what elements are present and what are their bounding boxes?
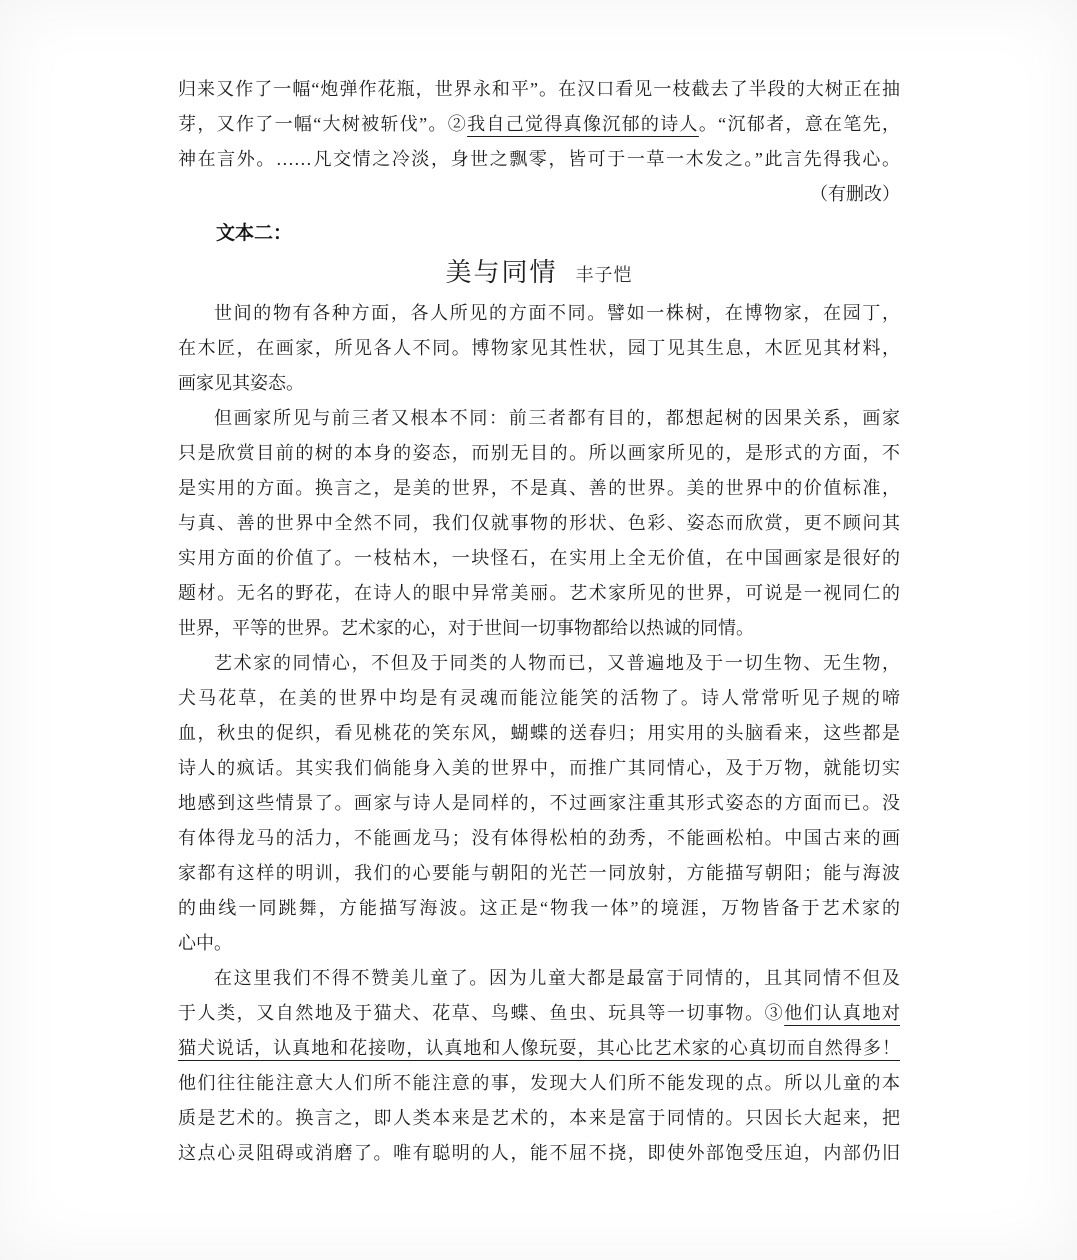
underlined-text: 他们认真地对 xyxy=(784,1003,901,1023)
text-segment: 犬马花草，在美的世界中均是有灵魂而能泣能笑的活物了。诗人常常听见子规的啼 xyxy=(178,688,900,708)
text-line xyxy=(178,856,900,891)
text-segment: 家都有这样的明训，我们的心要能与朝阳的光芒一同放射，方能描写朝阳；能与海波 xyxy=(178,863,900,883)
text-line xyxy=(178,296,900,331)
section-label-text: 文本二： xyxy=(216,223,293,244)
paragraph xyxy=(178,401,900,646)
document-content xyxy=(178,72,900,1171)
text-segment: 归来又作了一幅“炮弹作花瓶，世界永和平”。在汉口看见一枝截去了半段的大树正在抽 xyxy=(178,79,900,99)
text-segment: ③ xyxy=(764,1003,785,1023)
text-segment: 世间的物有各种方面，各人所见的方面不同。譬如一株树，在博物家，在园丁， xyxy=(214,303,900,323)
text-line xyxy=(178,1066,900,1101)
section-label xyxy=(178,216,900,252)
text-line xyxy=(178,366,900,401)
text-segment: 艺术家的同情心，不但及于同类的人物而已，又普遍地及于一切生物、无生物， xyxy=(214,653,900,673)
text-segment: 地感到这些情景了。画家与诗人是同样的，不过画家注重其形式姿态的方面而已。没 xyxy=(178,793,900,813)
text-segment: 但画家所见与前三者又根本不同：前三者都有目的，都想起树的因果关系，画家 xyxy=(214,408,900,428)
text-line xyxy=(178,576,900,611)
text-line xyxy=(178,716,900,751)
text-segment: 在这里我们不得不赞美儿童了。因为儿童大都是最富于同情的，且其同情不但及 xyxy=(214,968,900,988)
text-segment: 芽，又作了一幅“大树被斩伐”。 xyxy=(178,114,448,134)
text-segment: 他们往往能注意大人们所不能注意的事，发现大人们所不能发现的点。所以儿童的本 xyxy=(178,1073,900,1093)
text-segment: 在木匠，在画家，所见各人不同。博物家见其性状，园丁见其生息，木匠见其材料， xyxy=(178,338,900,358)
text-line xyxy=(178,331,900,366)
text-segment: 于人类，又自然地及于猫犬、花草、鸟蝶、鱼虫、玩具等一切事物。 xyxy=(178,1003,765,1023)
text-segment: 质是艺术的。换言之，即人类本来是艺术的，本来是富于同情的。只因长大起来，把 xyxy=(178,1108,900,1128)
text-segment: 这点心灵阻碍或消磨了。唯有聪明的人，能不屈不挠，即使外部饱受压迫，内部仍旧 xyxy=(178,1143,900,1163)
article-author: 丰子恺 xyxy=(575,265,633,285)
attribution-text: （有删改） xyxy=(810,184,900,204)
text-line xyxy=(178,996,900,1031)
paragraph xyxy=(178,961,900,1171)
text-line xyxy=(178,436,900,471)
text-segment: 实用方面的价值了。一枝枯木，一块怪石，在实用上全无价值，在中国画家是很好的 xyxy=(178,548,900,568)
text-line xyxy=(178,506,900,541)
text-line xyxy=(178,611,900,646)
text-segment: 只是欣赏目前的树的本身的姿态，而别无目的。所以画家所见的，是形式的方面，不 xyxy=(178,443,900,463)
text-line xyxy=(178,142,900,177)
text-line xyxy=(178,926,900,961)
text-segment: ② xyxy=(447,114,468,134)
text-line xyxy=(178,821,900,856)
text-line xyxy=(178,107,900,142)
text-segment: 诗人的疯话。其实我们倘能身入美的世界中，而推广其同情心，及于万物，就能切实 xyxy=(178,758,900,778)
text-segment: 。“沉郁者，意在笔先， xyxy=(698,114,901,134)
attribution-note xyxy=(178,177,900,212)
text-line xyxy=(178,471,900,506)
text-line xyxy=(178,1101,900,1136)
text-segment: 画家见其姿态。 xyxy=(178,373,304,393)
paragraph xyxy=(178,296,900,401)
text-segment: 心中。 xyxy=(178,933,232,953)
text-line xyxy=(178,681,900,716)
paragraph xyxy=(178,646,900,961)
article-title-row xyxy=(178,252,900,294)
underlined-text: 我自己觉得真像沉郁的诗人 xyxy=(467,114,699,134)
text-line xyxy=(178,1031,900,1066)
text-segment: 是实用的方面。换言之，是美的世界，不是真、善的世界。美的世界中的价值标准， xyxy=(178,478,900,498)
text-line xyxy=(178,1136,900,1171)
article-title: 美与同情 xyxy=(445,258,558,287)
text-line xyxy=(178,786,900,821)
text-segment: 题材。无名的野花，在诗人的眼中异常美丽。艺术家所见的世界，可说是一视同仁的 xyxy=(178,583,900,603)
paragraph xyxy=(178,72,900,177)
text-segment: 世界，平等的世界。艺术家的心，对于世间一切事物都给以热诚的同情。 xyxy=(178,618,754,638)
text-segment: 的曲线一同跳舞，方能描写海波。这正是“物我一体”的境涯，万物皆备于艺术家的 xyxy=(178,898,900,918)
text-line xyxy=(178,646,900,681)
text-line xyxy=(178,72,900,107)
underlined-text: 猫犬说话，认真地和花接吻，认真地和人像玩耍，其心比艺术家的心真切而自然得多！ xyxy=(178,1038,900,1058)
text-line xyxy=(178,541,900,576)
text-line xyxy=(178,751,900,786)
text-segment: 有体得龙马的活力，不能画龙马；没有体得松柏的劲秀，不能画松柏。中国古来的画 xyxy=(178,828,900,848)
text-line xyxy=(178,891,900,926)
text-segment: 神在言外。……凡交情之冷淡，身世之飘零，皆可于一草一木发之。”此言先得我心。 xyxy=(178,149,900,169)
text-line xyxy=(178,961,900,996)
text-segment: 血，秋虫的促织，看见桃花的笑东风，蝴蝶的送春归；用实用的头脑看来，这些都是 xyxy=(178,723,900,743)
text-segment: 与真、善的世界中全然不同，我们仅就事物的形状、色彩、姿态而欣赏，更不顾问其 xyxy=(178,513,900,533)
text-line xyxy=(178,401,900,436)
